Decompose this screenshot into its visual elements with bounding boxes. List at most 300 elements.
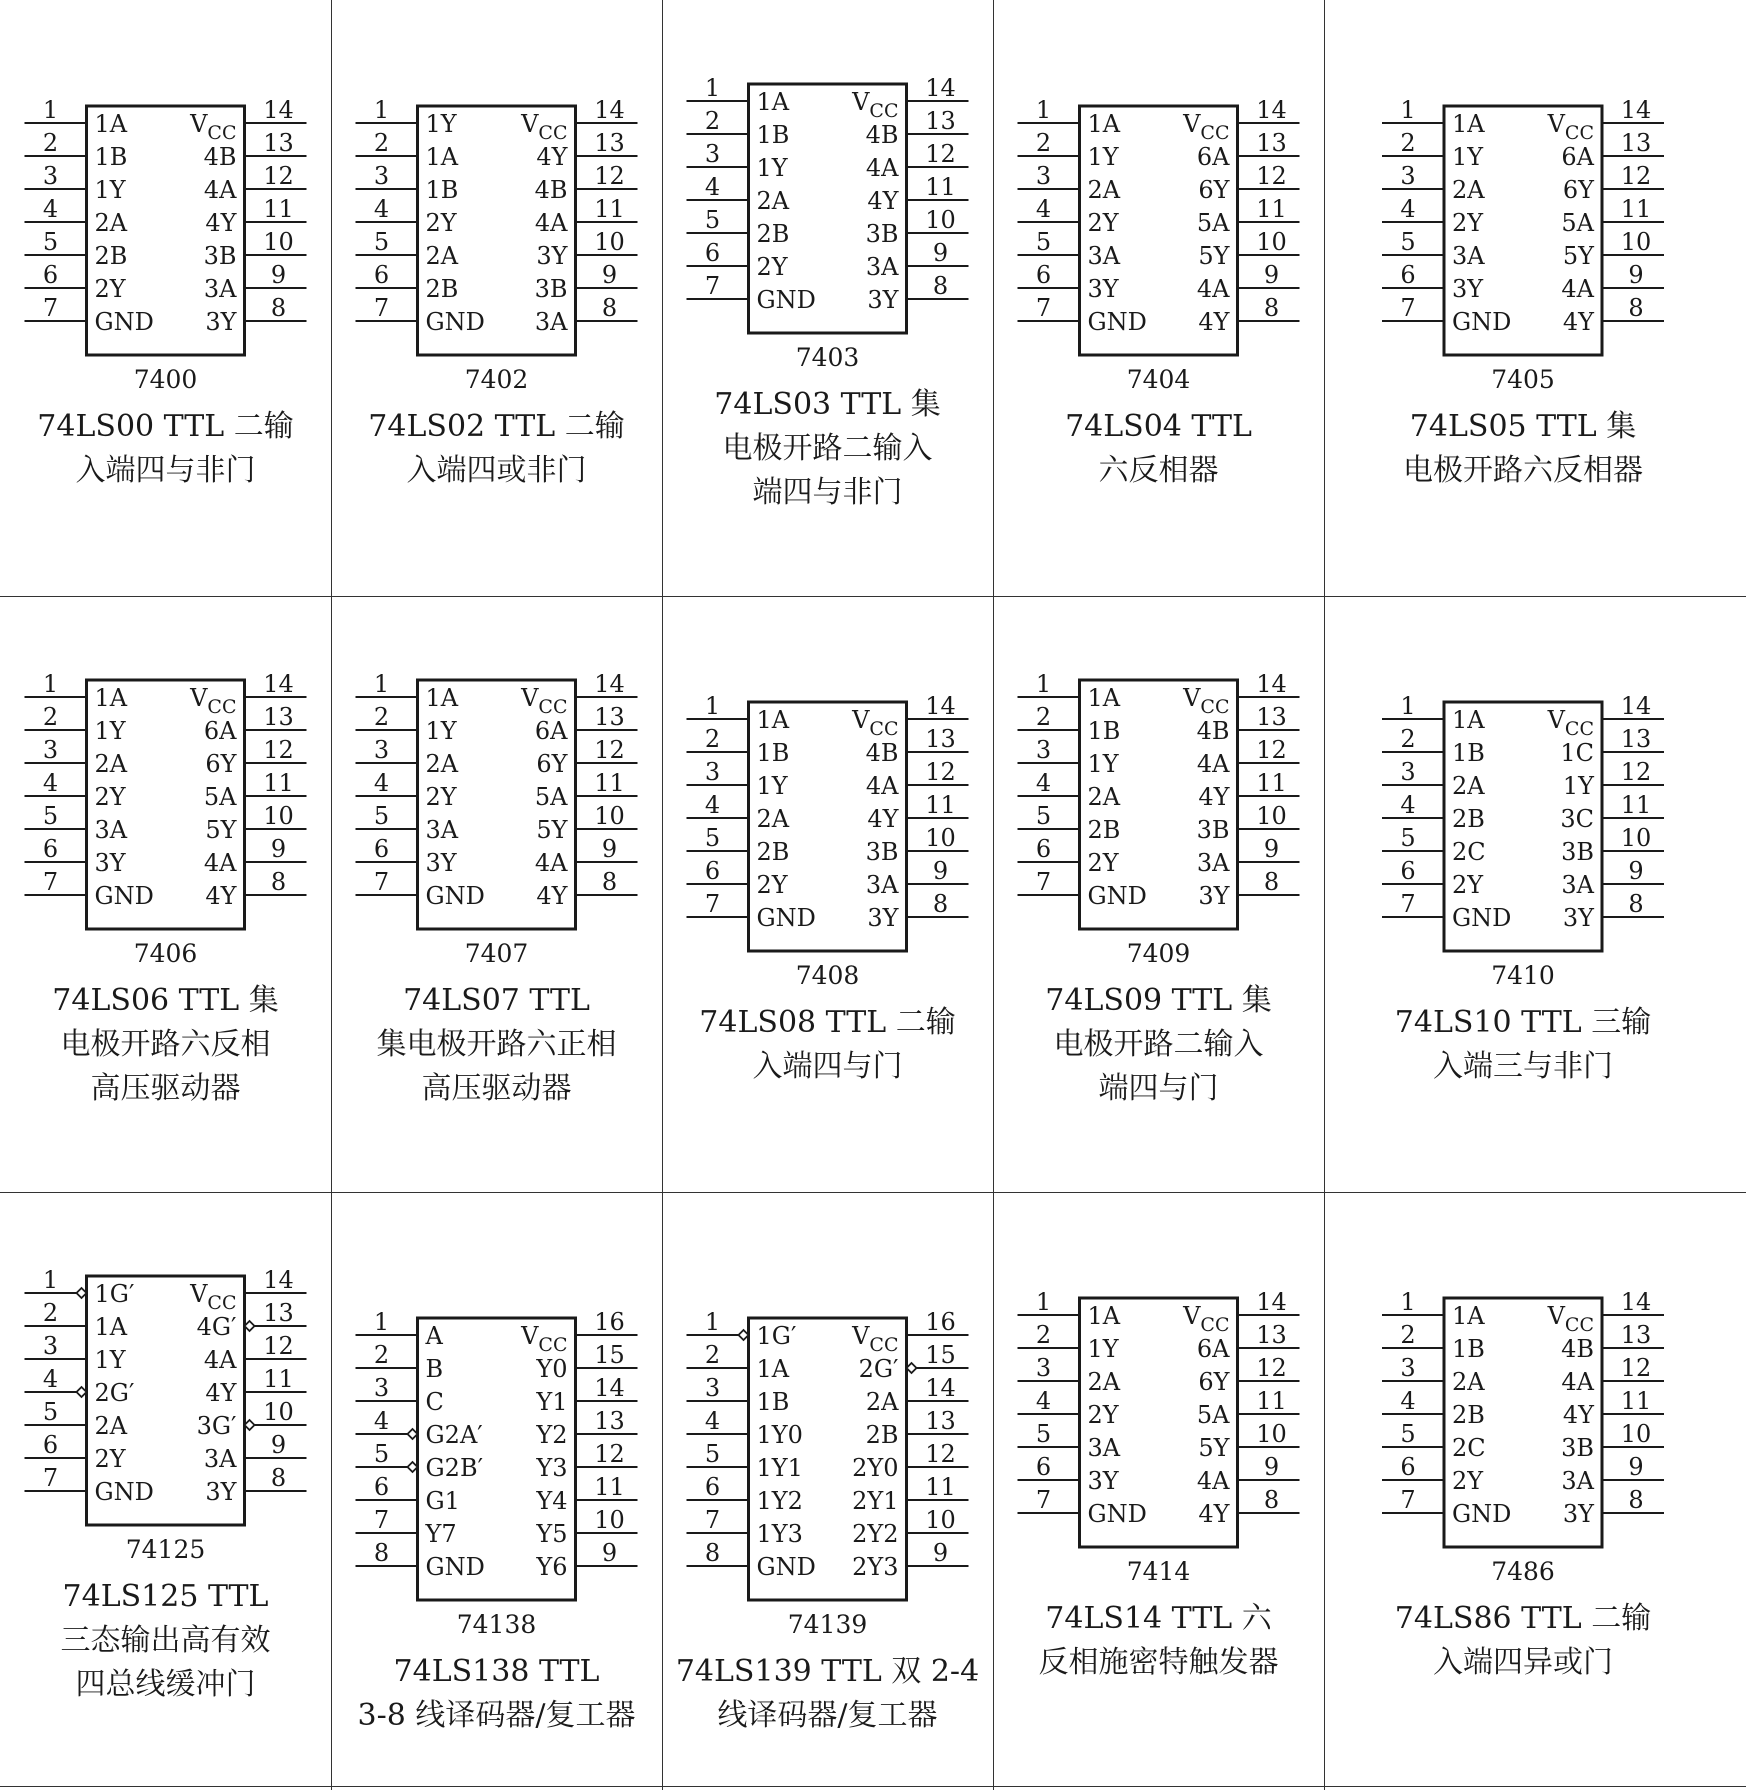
- description-line: 74LS10 TTL 三输: [1394, 1005, 1652, 1040]
- pin-number: 11: [263, 195, 294, 223]
- chip-description: [0, 1575, 331, 1707]
- pin-number: 11: [1620, 791, 1652, 819]
- pin-number: 1: [1035, 670, 1052, 698]
- pin-number: 7: [704, 272, 721, 300]
- pin-number: 5: [373, 802, 390, 830]
- pin-label: 1A: [94, 684, 128, 712]
- pin-label: 4A: [1196, 1467, 1230, 1495]
- pin-number: 12: [1256, 162, 1287, 190]
- pin-number: 2: [42, 1299, 59, 1327]
- pin-number: 10: [1256, 802, 1287, 830]
- pin-number: 10: [1256, 1420, 1287, 1448]
- pin-label: 2B: [1087, 816, 1121, 844]
- pin-number: 5: [704, 206, 721, 234]
- pin-number: 9: [601, 1539, 618, 1567]
- pin-label: 3Y: [1198, 882, 1230, 910]
- part-number: 74138: [456, 1610, 537, 1639]
- pin-number: 3: [1400, 162, 1416, 190]
- pin-label: 3Y: [205, 308, 237, 336]
- pin-label: 3A: [1087, 242, 1121, 270]
- pin-number: 7: [373, 1506, 390, 1534]
- pin-label: 3A: [865, 871, 899, 899]
- part-number: 7407: [464, 939, 529, 968]
- part-number: 7405: [1491, 365, 1555, 394]
- pin-label: 6A: [203, 717, 237, 745]
- part-number: 7403: [795, 343, 860, 372]
- pin-label: 4B: [203, 143, 237, 171]
- pin-label: 5Y: [1562, 242, 1594, 270]
- pin-number: 2: [1400, 725, 1416, 753]
- pin-label: 1Y: [756, 772, 788, 800]
- pin-label: 1B: [1452, 1335, 1485, 1363]
- pin-label: 2B: [756, 220, 790, 248]
- pin-label: 2A: [1452, 176, 1485, 204]
- pin-label: 1Y1: [756, 1454, 803, 1482]
- pin-label: Y5: [536, 1520, 568, 1548]
- pin-label: 2A: [1087, 1368, 1121, 1396]
- pin-label: Y0: [536, 1355, 568, 1383]
- pin-label: 2Y: [1452, 1467, 1484, 1495]
- pin-label: 4Y: [205, 1379, 237, 1407]
- pin-label: 1Y: [425, 110, 457, 138]
- pin-label: 4B: [1196, 717, 1230, 745]
- pin-label: 4Y: [1562, 1401, 1594, 1429]
- pin-label: Y1: [536, 1388, 568, 1416]
- chip-description: [0, 979, 331, 1111]
- chip-cell-7406: [0, 596, 331, 1192]
- pin-label: 2C: [1452, 1434, 1486, 1462]
- pin-number: 8: [1263, 294, 1280, 322]
- description-line: 入端四与非门: [75, 453, 256, 488]
- pin-label: 1B: [756, 1388, 790, 1416]
- pin-label: 1Y: [1087, 750, 1119, 778]
- pin-label: 3Y: [425, 849, 457, 877]
- pin-number: 7: [704, 890, 721, 918]
- pin-number: 8: [1263, 1486, 1280, 1514]
- pin-number: 1: [373, 670, 390, 698]
- description-line: 入端四异或门: [1433, 1645, 1613, 1680]
- pin-number: 8: [270, 1464, 287, 1492]
- pin-number: 8: [704, 1539, 721, 1567]
- pin-number: 2: [1035, 703, 1052, 731]
- pin-number: 11: [1256, 1387, 1287, 1415]
- pin-number: 7: [1035, 1486, 1052, 1514]
- pin-label: 1A: [425, 143, 459, 171]
- chip-description: [662, 1650, 993, 1738]
- part-number: 7408: [795, 961, 860, 990]
- pin-label: $V_{CC}$: [852, 706, 899, 740]
- chip-diagram-7408: [662, 596, 993, 1192]
- pin-label: $V_{CC}$: [1547, 110, 1594, 144]
- pin-label: 1Y: [425, 717, 457, 745]
- pin-number: 2: [704, 1341, 721, 1369]
- pin-label: 1A: [94, 110, 128, 138]
- pin-label: 3Y: [867, 904, 899, 932]
- pin-label: 3A: [1196, 849, 1230, 877]
- pin-number: 10: [1620, 228, 1652, 256]
- chip-description: [331, 979, 662, 1111]
- pin-number: 9: [1263, 835, 1280, 863]
- pin-label: 1A: [756, 88, 790, 116]
- description-line: 74LS06 TTL 集: [52, 983, 279, 1018]
- pin-label: 3Y: [1562, 1500, 1594, 1528]
- chip-cell-7400: [0, 0, 331, 596]
- pin-number: 11: [263, 769, 294, 797]
- pin-number: 3: [373, 736, 390, 764]
- pin-number: 12: [925, 1440, 956, 1468]
- pin-label: 2A: [1087, 176, 1121, 204]
- pin-number: 9: [270, 1431, 287, 1459]
- pin-label: 4B: [865, 739, 899, 767]
- pin-label: 4Y: [867, 805, 899, 833]
- pin-number: 4: [1035, 1387, 1052, 1415]
- pin-label: 1G′: [94, 1280, 135, 1308]
- pin-number: 9: [270, 261, 287, 289]
- pin-number: 6: [1400, 857, 1416, 885]
- pin-number: 8: [1628, 294, 1644, 322]
- description-line: 反相施密特触发器: [1038, 1645, 1279, 1680]
- pin-number: 6: [1035, 261, 1052, 289]
- part-number: 7486: [1491, 1557, 1555, 1586]
- chip-description: [331, 405, 662, 493]
- chip-description: [993, 979, 1324, 1111]
- pin-number: 10: [594, 1506, 625, 1534]
- pin-label: 3A: [203, 1445, 237, 1473]
- pin-number: 6: [373, 835, 390, 863]
- pin-label: 1B: [1452, 739, 1485, 767]
- part-number: 74139: [787, 1610, 868, 1639]
- pin-number: 14: [1620, 96, 1652, 124]
- pin-number: 14: [594, 1374, 625, 1402]
- pin-label: 4B: [1561, 1335, 1594, 1363]
- description-line: 74LS04 TTL: [1065, 409, 1252, 444]
- pin-label: 6Y: [1562, 176, 1594, 204]
- pin-label: GND: [756, 1553, 816, 1581]
- chip-cell-7402: [331, 0, 662, 596]
- pin-label: 5Y: [1198, 1434, 1230, 1462]
- pin-label: 1Y: [1087, 1335, 1119, 1363]
- pin-label: 2A: [1087, 783, 1121, 811]
- pin-number: 7: [1400, 1486, 1416, 1514]
- pin-label: 3Y: [94, 849, 126, 877]
- pin-number: 7: [42, 294, 59, 322]
- pin-label: 6A: [534, 717, 568, 745]
- pin-number: 14: [1256, 670, 1287, 698]
- pin-number: 14: [263, 96, 294, 124]
- pin-label: 4A: [203, 1346, 237, 1374]
- pin-number: 9: [601, 261, 618, 289]
- pin-label: 4B: [865, 121, 899, 149]
- pin-label: 2C: [1452, 838, 1486, 866]
- pin-number: 13: [594, 129, 625, 157]
- chip-cell-7409: [993, 596, 1324, 1192]
- pin-number: 3: [1035, 1354, 1052, 1382]
- pin-label: 4A: [203, 176, 237, 204]
- pin-label: C: [425, 1388, 444, 1416]
- pin-number: 8: [601, 294, 618, 322]
- pin-number: 1: [1400, 96, 1416, 124]
- chip-cell-74139: [662, 1192, 993, 1790]
- pin-label: 4A: [534, 849, 568, 877]
- pin-number: 7: [1400, 890, 1416, 918]
- description-line: 74LS03 TTL 集: [714, 387, 941, 422]
- pin-number: 13: [1256, 703, 1287, 731]
- pin-label: 2Y1: [852, 1487, 899, 1515]
- pin-number: 7: [373, 294, 390, 322]
- pin-label: 1A: [1452, 110, 1485, 138]
- pin-label: 4Y: [1198, 308, 1230, 336]
- chip-diagram-7402: [331, 0, 662, 596]
- pin-number: 1: [704, 74, 721, 102]
- pin-label: 2A: [94, 1412, 128, 1440]
- pin-label: GND: [425, 308, 485, 336]
- pin-number: 7: [42, 868, 59, 896]
- pin-number: 2: [373, 703, 390, 731]
- description-line: 三态输出高有效: [60, 1623, 271, 1658]
- pin-label: 5A: [1196, 1401, 1230, 1429]
- pin-label: 3B: [865, 220, 899, 248]
- pin-label: 2A: [94, 750, 128, 778]
- pin-number: 3: [42, 1332, 59, 1360]
- pin-number: 6: [373, 261, 390, 289]
- pin-label: 3B: [1561, 838, 1594, 866]
- description-line: 74LS02 TTL 二输: [368, 409, 625, 444]
- pin-number: 4: [1035, 195, 1052, 223]
- description-line: 74LS86 TTL 二输: [1394, 1601, 1652, 1636]
- description-line: 74LS08 TTL 二输: [699, 1005, 956, 1040]
- pin-number: 7: [1035, 868, 1052, 896]
- pin-label: 1Y: [1452, 143, 1484, 171]
- pin-number: 8: [270, 294, 287, 322]
- pin-number: 3: [373, 1374, 390, 1402]
- pin-label: 2A: [94, 209, 128, 237]
- pin-label: 3A: [94, 816, 128, 844]
- pin-label: 1A: [1452, 1302, 1485, 1330]
- pin-label: 2A: [756, 187, 790, 215]
- pin-number: 14: [1256, 96, 1287, 124]
- pin-label: 2Y: [425, 209, 457, 237]
- pin-label: Y2: [536, 1421, 568, 1449]
- pin-number: 5: [1400, 824, 1416, 852]
- pin-label: 5Y: [205, 816, 237, 844]
- pin-label: $V_{CC}$: [852, 1322, 899, 1356]
- part-number: 7400: [133, 365, 198, 394]
- pin-number: 3: [704, 1374, 721, 1402]
- description-line: 入端四与门: [752, 1049, 903, 1084]
- pin-label: 1C: [1560, 739, 1594, 767]
- pin-number: 8: [932, 272, 949, 300]
- pin-label: $V_{CC}$: [521, 110, 568, 144]
- pin-number: 8: [601, 868, 618, 896]
- pin-number: 3: [1035, 162, 1052, 190]
- pin-label: $V_{CC}$: [521, 684, 568, 718]
- pin-number: 3: [1400, 1354, 1416, 1382]
- description-line: 74LS139 TTL 双 2-4: [675, 1654, 980, 1689]
- pin-number: 14: [594, 96, 625, 124]
- pin-number: 7: [1400, 294, 1416, 322]
- pin-number: 8: [1628, 1486, 1644, 1514]
- pin-label: 2A: [865, 1388, 899, 1416]
- pin-label: 4A: [534, 209, 568, 237]
- pin-label: GND: [1452, 308, 1512, 336]
- pin-label: 6Y: [205, 750, 237, 778]
- pin-label: 2Y: [756, 253, 788, 281]
- pin-label: 2A: [1452, 772, 1485, 800]
- pin-number: 13: [1256, 1321, 1287, 1349]
- pin-label: 2A: [1452, 1368, 1485, 1396]
- pin-number: 3: [1035, 736, 1052, 764]
- pin-number: 11: [594, 195, 625, 223]
- pin-number: 11: [594, 1473, 625, 1501]
- pin-label: 3Y: [867, 286, 899, 314]
- pin-label: 4Y: [536, 143, 568, 171]
- pin-number: 6: [42, 835, 59, 863]
- pin-number: 5: [1400, 1420, 1416, 1448]
- pin-number: 10: [1620, 824, 1652, 852]
- pin-number: 4: [42, 1365, 59, 1393]
- pin-label: 5Y: [536, 816, 568, 844]
- chip-diagram-7410: [1324, 596, 1746, 1192]
- chip-cell-74125: [0, 1192, 331, 1790]
- pin-label: 1A: [1087, 110, 1121, 138]
- pin-number: 11: [594, 769, 625, 797]
- pin-number: 4: [1035, 769, 1052, 797]
- description-line: 电极开路六反相器: [1403, 453, 1643, 488]
- pin-label: 3A: [1561, 871, 1594, 899]
- pin-number: 5: [704, 824, 721, 852]
- pin-number: 1: [704, 692, 721, 720]
- pin-number: 6: [704, 239, 721, 267]
- pin-number: 8: [1263, 868, 1280, 896]
- pin-number: 8: [373, 1539, 390, 1567]
- pin-label: GND: [1452, 1500, 1512, 1528]
- part-number: 7402: [464, 365, 529, 394]
- pin-label: $V_{CC}$: [852, 88, 899, 122]
- pin-number: 3: [373, 162, 390, 190]
- pin-number: 12: [925, 758, 956, 786]
- pin-number: 5: [373, 228, 390, 256]
- pin-number: 15: [925, 1341, 956, 1369]
- pin-number: 14: [1256, 1288, 1287, 1316]
- pin-number: 1: [704, 1308, 721, 1336]
- pin-label: 3A: [534, 308, 568, 336]
- pin-label: GND: [94, 308, 154, 336]
- chip-description: [993, 405, 1324, 493]
- pin-label: 4Y: [1198, 1500, 1230, 1528]
- pin-label: G2A′: [425, 1421, 483, 1449]
- pin-label: 1A: [1087, 1302, 1121, 1330]
- pin-number: 5: [42, 228, 59, 256]
- pin-number: 13: [594, 1407, 625, 1435]
- pin-number: 12: [1620, 1354, 1652, 1382]
- pin-label: Y6: [536, 1553, 568, 1581]
- pin-label: 2Y: [1452, 871, 1484, 899]
- pin-label: 1B: [1087, 717, 1121, 745]
- pin-label: 2B: [756, 838, 790, 866]
- chip-cell-7407: [331, 596, 662, 1192]
- pin-number: 13: [925, 1407, 956, 1435]
- pin-label: GND: [1087, 882, 1147, 910]
- pin-number: 5: [1400, 228, 1416, 256]
- pin-label: 1A: [425, 684, 459, 712]
- pin-label: 2Y3: [852, 1553, 899, 1581]
- pin-label: 6A: [1196, 1335, 1230, 1363]
- pin-label: GND: [425, 882, 485, 910]
- pin-label: 4Y: [536, 882, 568, 910]
- pin-label: 1Y3: [756, 1520, 803, 1548]
- pin-number: 9: [932, 1539, 949, 1567]
- description-line: 74LS125 TTL: [62, 1579, 269, 1614]
- pin-label: 1G′: [756, 1322, 797, 1350]
- pin-number: 13: [1256, 129, 1287, 157]
- pin-number: 14: [925, 1374, 956, 1402]
- pin-label: 3Y: [536, 242, 568, 270]
- pin-label: 2A: [756, 805, 790, 833]
- pin-number: 7: [42, 1464, 59, 1492]
- pin-number: 9: [932, 857, 949, 885]
- pin-label: 1A: [94, 1313, 128, 1341]
- pin-label: 5A: [1196, 209, 1230, 237]
- pin-label: 1A: [1087, 684, 1121, 712]
- pin-number: 11: [1256, 769, 1287, 797]
- pin-label: G2B′: [425, 1454, 484, 1482]
- pin-number: 11: [925, 1473, 956, 1501]
- pin-number: 4: [704, 791, 721, 819]
- pin-number: 12: [925, 140, 956, 168]
- pin-number: 11: [925, 173, 956, 201]
- description-line: 六反相器: [1098, 453, 1219, 488]
- pin-label: 3B: [865, 838, 899, 866]
- pin-number: 13: [1620, 725, 1652, 753]
- description-line: 端四与门: [1098, 1071, 1219, 1106]
- chip-description: [993, 1597, 1324, 1685]
- pin-number: 16: [925, 1308, 956, 1336]
- chip-cell-7414: [993, 1192, 1324, 1790]
- description-line: 电极开路六反相: [60, 1027, 271, 1062]
- pin-number: 16: [594, 1308, 625, 1336]
- pin-number: 13: [263, 129, 294, 157]
- pin-number: 1: [373, 96, 390, 124]
- pin-number: 5: [42, 1398, 59, 1426]
- pin-number: 6: [1035, 1453, 1052, 1481]
- pin-label: $V_{CC}$: [1547, 706, 1594, 740]
- pin-number: 11: [1256, 195, 1287, 223]
- pin-number: 13: [925, 725, 956, 753]
- pin-number: 2: [42, 129, 59, 157]
- chip-cell-7404: [993, 0, 1324, 596]
- pin-label: $V_{CC}$: [1547, 1302, 1594, 1336]
- chip-description: [331, 1650, 662, 1738]
- pin-number: 12: [1620, 758, 1652, 786]
- pin-number: 9: [1628, 857, 1644, 885]
- pin-number: 5: [1035, 1420, 1052, 1448]
- pin-label: 4Y: [1562, 308, 1594, 336]
- description-line: 入端四或非门: [406, 453, 587, 488]
- pin-number: 2: [42, 703, 59, 731]
- pin-number: 14: [263, 670, 294, 698]
- pin-number: 14: [594, 670, 625, 698]
- pin-label: 2Y: [425, 783, 457, 811]
- chip-cell-74138: [331, 1192, 662, 1790]
- chip-description: [662, 383, 993, 515]
- pin-label: 6Y: [1198, 176, 1230, 204]
- pin-number: 10: [925, 824, 956, 852]
- pin-number: 5: [42, 802, 59, 830]
- pin-number: 6: [42, 261, 59, 289]
- pin-label: 3A: [1561, 1467, 1594, 1495]
- pin-number: 3: [42, 162, 59, 190]
- pin-number: 12: [263, 736, 294, 764]
